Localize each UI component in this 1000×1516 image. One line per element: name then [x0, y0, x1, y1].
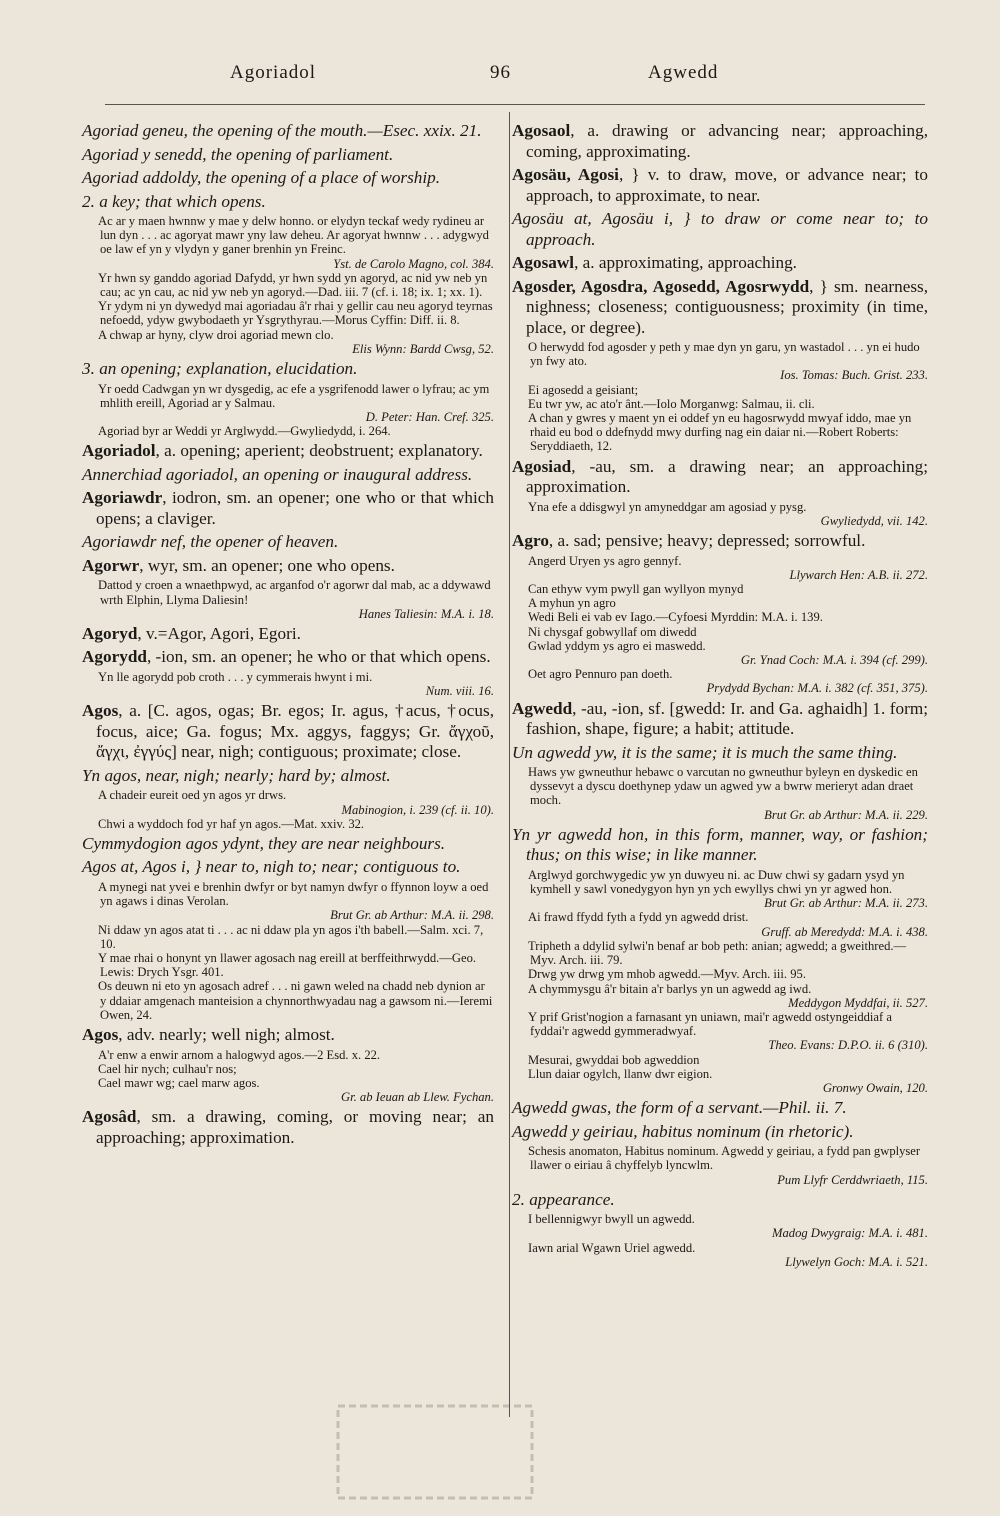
definition-text: , a. sad; pensive; heavy; depressed; sorrowful.	[548, 531, 866, 551]
quotation-line: A chwap ar hyny, clyw droi agoriad mewn clo.	[98, 327, 334, 342]
citation-line: Brut Gr. ab Arthur: M.A. ii. 298.	[330, 908, 494, 923]
dictionary-entry: Agoriad y senedd, the opening of parliament.	[82, 144, 394, 164]
running-head-left: Agoriadol	[230, 62, 317, 83]
page-number: 96	[490, 62, 511, 83]
dictionary-entry: Agwedd y geiriau, habitus nominum (in rhetoric).	[512, 1121, 854, 1141]
quotation-line: Ai frawd ffydd fyth a fydd yn agwedd drist.	[528, 910, 749, 925]
quotation-line: Yna efe a ddisgwyl yn amyneddgar am agosiad y pysg.	[528, 499, 807, 514]
definition-text: , -au, sm. a drawing near; an approaching; approximation.	[526, 456, 928, 497]
citation-line: Brut Gr. ab Arthur: M.A. ii. 273.	[764, 896, 928, 911]
headword: Agosawl	[512, 253, 575, 272]
dictionary-entry	[512, 121, 928, 162]
dictionary-entry: Agoriad geneu, the opening of the mouth.—Esec. xxix. 21.	[82, 121, 482, 140]
citation-line: Yst. de Carolo Magno, col. 384.	[333, 256, 494, 271]
quotation-line: Mesurai, gwyddai bob agweddion	[528, 1052, 700, 1067]
dictionary-entry: Yn agos, near, nigh; nearly; hard by; almost.	[82, 765, 391, 785]
dictionary-entry	[82, 488, 494, 529]
quotation-line: Y prif Grist'nogion a farnasant yn uniawn, mai'r agwedd ostyngeiddiaf a fyddai'r agwedd gymmeradwyaf.	[528, 1009, 892, 1039]
dictionary-entry	[512, 253, 928, 274]
headword: Agos	[82, 1025, 119, 1044]
headword: Agoriadol	[82, 441, 156, 461]
definition-text: , iodron, sm. an opener; one who or that which opens; a claviger.	[96, 488, 494, 528]
definition-text: , -ion, sm. an opener; he who or that which opens.	[146, 647, 491, 667]
headword: Agwedd	[512, 698, 573, 718]
definition-text: , } v. to draw, move, or advance near; to approach, to approximate, to near.	[526, 165, 928, 205]
quotation-line: Angerd Uryen ys agro gennyf.	[528, 553, 682, 568]
dictionary-entry	[512, 457, 928, 498]
dictionary-entry: Agos at, Agos i, } near to, nigh to; near; contiguous to.	[82, 857, 461, 877]
dictionary-entry: Annerchiad agoriadol, an opening or inaugural address.	[82, 464, 473, 484]
headword: Agro	[512, 531, 549, 551]
header-rule	[105, 104, 925, 105]
quotation-line: Cael mawr wg; cael marw agos.	[98, 1075, 260, 1090]
citation-line: Pum Llyfr Cerddwriaeth, 115.	[777, 1172, 928, 1187]
quotation-line: Os deuwn ni eto yn agosach adref . . . ni gawn weled na chadd neb dynion ar y ddaiar amgenach manteision a chynnorthwyadau nag a gawsom ni.—Ieremi Owen, 24.	[98, 979, 493, 1022]
headword: Agosder, Agosdra, Agosedd, Agosrwydd	[512, 276, 810, 296]
right-column	[512, 118, 928, 1269]
quotation-line: O herwydd fod agosder y peth y mae dyn yn garu, yn wastadol . . . yn ei hudo yn fwy ato.	[528, 340, 920, 369]
dictionary-entry	[82, 441, 494, 462]
definition-text: , } sm. nearness, nighness; closeness; contiguousness; proximity (in time, place, or degree).	[526, 276, 928, 337]
left-column	[82, 118, 494, 1150]
citation-line: Brut Gr. ab Arthur: M.A. ii. 229.	[764, 807, 928, 822]
quotation-line: Arglwyd gorchwygedic yw yn duwyeu ni. ac Duw chwi sy gadarn ysyd yn kymhell y sawl vonedygyon hyn yn ych ewyllys chwi yn yr agwed hon.	[528, 867, 905, 897]
quotation-line: Chwi a wyddoch fod yr haf yn agos.—Mat. xxiv. 32.	[98, 816, 365, 831]
quotation-line: Drwg yw drwg ym mhob agwedd.—Myv. Arch. iii. 95.	[528, 967, 806, 982]
quotation-line: Yn lle agorydd pob croth . . . y cymmerais hwynt i mi.	[98, 669, 373, 684]
headword: Agorwr	[82, 555, 140, 575]
headword: Agosâd	[82, 1107, 137, 1127]
headword: Agos	[82, 701, 119, 721]
quotation-line: Gwlad yddym ys agro ei maswedd.	[528, 638, 706, 653]
quotation-line: Ac ar y maen hwnnw y mae y delw honno. or elydyn teckaf wedy rydineu ar lun dyn . . . ac agoryat mawr yny law deheu. Ar agoryat hwnnw . . . adygwyd oe law ef yn y vlydyn y ganer brenhin yn Freinc.	[98, 214, 489, 257]
quotation-line: A myhun yn agro	[528, 596, 616, 611]
headword: Agosiad	[512, 456, 572, 476]
citation-line: Meddygon Myddfai, ii. 527.	[788, 995, 928, 1010]
quotation-line: Ni ddaw yn agos atat ti . . . ac ni ddaw pla yn agos i'th babell.—Salm. xci. 7, 10.	[98, 922, 484, 951]
dictionary-entry	[82, 624, 494, 645]
quotation-line: Dattod y croen a wnaethpwyd, ac arganfod o'r agorwr dal mab, ac a ddywawd wrth Elphin, Llyma Daliesin!	[98, 578, 491, 607]
quotation-line: Oet agro Pennuro pan doeth.	[528, 667, 673, 682]
citation-line: Theo. Evans: D.P.O. ii. 6 (310).	[768, 1038, 928, 1053]
quotation-line: Eu twr yw, ac ato'r ânt.—Iolo Morganwg: Salmau, ii. cli.	[528, 396, 815, 411]
quotation-line: A mynegi nat yvei e brenhin dwfyr or byt namyn dwfyr o ffynnon loyw a oed yn agaws i dinas Verolan.	[98, 879, 489, 909]
citation-line: Madog Dwygraig: M.A. i. 481.	[771, 1226, 928, 1241]
quotation-line: A chymmysgu â'r bitain a'r barlys yn un agwedd ag iwd.	[528, 981, 812, 996]
dictionary-entry: Agoriawdr nef, the opener of heaven.	[82, 532, 339, 552]
dictionary-entry	[82, 1107, 494, 1148]
quotation-line: Yr hwn sy ganddo agoriad Dafydd, yr hwn sydd yn agoryd, ac nid yw neb yn cau; ac yn cau, ac nid yw neb yn agoryd.—Dad. iii. 7 (cf. i. 18; ix. 1; xx. 1).	[98, 270, 488, 300]
quotation-line: Haws yw gwneuthur hebawc o varcutan no gwneuthur byleyn en dyskedic en dyssevyt a dyscu doethynep ydaw un agwed yw a bwrw merieryt adan draet moch.	[528, 765, 918, 808]
definition-text: , v.=Agor, Agori, Egori.	[137, 623, 301, 643]
dictionary-entry: Agosäu at, Agosäu i, } to draw or come near to; to approach.	[512, 209, 928, 249]
quotation-line: A chan y gwres y maent yn ei oddef yn eu hagosrwydd mwyaf iddo, mae yn rhaid eu bod o ddefnydd mwy durfing nag ein daiar ni.—Robert Roberts: Seryddiaeth, 12.	[528, 411, 912, 454]
headword: Agosaol	[512, 121, 571, 140]
dictionary-entry	[512, 277, 928, 339]
citation-line: Gruff. ab Meredydd: M.A. i. 438.	[761, 924, 928, 939]
dictionary-entry: 2. appearance.	[512, 1189, 615, 1209]
quotation-line: Yr oedd Cadwgan yn wr dysgedig, ac efe a ysgrifenodd lawer o lyfrau; ac ym mhlith ereill, Agoriad ar y Salmau.	[98, 381, 490, 410]
dictionary-entry: Agwedd gwas, the form of a servant.—Phil. ii. 7.	[512, 1098, 847, 1118]
definition-text: , sm. a drawing, coming, or moving near; an approaching; approximation.	[96, 1107, 494, 1147]
citation-line: Llywelyn Goch: M.A. i. 521.	[785, 1254, 928, 1269]
citation-line: Gr. ab Ieuan ab Llew. Fychan.	[341, 1090, 494, 1105]
running-head-right: Agwedd	[648, 62, 719, 83]
dictionary-entry: Agoriad addoldy, the opening of a place of worship.	[82, 168, 441, 187]
citation-line: Ios. Tomas: Buch. Grist. 233.	[780, 368, 928, 383]
dictionary-entry	[512, 699, 928, 740]
quotation-line: A chadeir eureit oed yn agos yr drws.	[98, 788, 287, 803]
quotation-line: Schesis anomaton, Habitus nominum. Agwedd y geiriau, a fydd pan gwplyser llawer o eiriau â chyffelyb lyncwlm.	[528, 1144, 921, 1173]
citation-line: Num. viii. 16.	[425, 684, 494, 699]
citation-line: D. Peter: Han. Cref. 325.	[365, 409, 494, 424]
citation-line: Elis Wynn: Bardd Cwsg, 52.	[352, 341, 494, 356]
quotation-line: A'r enw a enwir arnom a halogwyd agos.—2 Esd. x. 22.	[98, 1047, 381, 1062]
quotation-line: Llun daiar ogylch, llanw dwr eigion.	[528, 1066, 713, 1081]
quotation-line: Cael hir nych; culhau'r nos;	[98, 1061, 237, 1076]
dictionary-entry: Cymmydogion agos ydynt, they are near neighbours.	[82, 833, 446, 853]
citation-line: Gronwy Owain, 120.	[822, 1080, 928, 1095]
column-divider	[509, 112, 510, 1417]
dictionary-entry	[82, 1025, 494, 1046]
dictionary-entry	[512, 531, 928, 552]
quotation-line: Tripheth a ddylid sylwi'n benaf ar bob peth: anian; agwedd; a gweithred.—Myv. Arch. iii. 79.	[528, 938, 907, 968]
definition-text: , a. drawing or advancing near; approaching, coming, approximating.	[526, 121, 928, 161]
headword: Agosäu, Agosi	[512, 165, 619, 184]
library-stamp	[330, 1400, 540, 1505]
citation-line: Mabinogion, i. 239 (cf. ii. 10).	[341, 802, 494, 817]
headword: Agoryd	[82, 623, 138, 643]
headword: Agorydd	[82, 647, 147, 667]
quotation-line: Ni chysgaf gobwyllaf om diwedd	[528, 624, 697, 639]
citation-line: Llywarch Hen: A.B. ii. 272.	[789, 567, 928, 582]
dictionary-entry: 3. an opening; explanation, elucidation.	[82, 359, 358, 379]
headword: Agoriawdr	[82, 488, 163, 508]
definition-text: , adv. nearly; well nigh; almost.	[118, 1025, 335, 1044]
quotation-line: Wedi Beli ei vab ev Iago.—Cyfoesi Myrddin: M.A. i. 139.	[528, 610, 823, 625]
dictionary-entry	[82, 701, 494, 763]
definition-text: , a. opening; aperient; deobstruent; explanatory.	[155, 441, 483, 461]
definition-text: , a. [C. agos, ogas; Br. egos; Ir. agus, †acus, †ocus, focus, aice; Ga. fogus; Mx. aggys, faggys; Gr. ἄγχοῦ, ἄγχι, ἐγγύς] near, nigh; contiguous; proximate; close.	[96, 701, 494, 762]
dictionary-entry: 2. a key; that which opens.	[82, 191, 266, 211]
citation-line: Gr. Ynad Coch: M.A. i. 394 (cf. 299).	[740, 652, 928, 667]
dictionary-entry: Yn yr agwedd hon, in this form, manner, way, or fashion; thus; on this wise; in like manner.	[512, 824, 928, 865]
dictionary-entry	[512, 165, 928, 206]
citation-line: Hanes Taliesin: M.A. i. 18.	[358, 606, 494, 621]
definition-text: , a. approximating, approaching.	[574, 253, 797, 272]
dictionary-entry: Un agwedd yw, it is the same; it is much the same thing.	[512, 742, 898, 762]
quotation-line: Iawn arial Wgawn Uriel agwedd.	[528, 1240, 696, 1255]
quotation-line: Yr ydym ni yn dywedyd mai agoriadau â'r rhai y gellir cau neu agoryd teyrnas nefoedd, ydyw gwybodaeth yr Ysgrythyrau.—Morus Cyffin: Diff. ii. 8.	[98, 299, 493, 328]
citation-line: Gwyliedydd, vii. 142.	[820, 513, 928, 528]
dictionary-entry	[82, 647, 494, 668]
definition-text: , -au, -ion, sf. [gwedd: Ir. and Ga. aghaidh] 1. form; fashion, shape, figure; a habit; attitude.	[526, 698, 928, 739]
quotation-line: Ei agosedd a geisiant;	[528, 382, 639, 397]
definition-text: , wyr, sm. an opener; one who opens.	[139, 555, 395, 575]
quotation-line: I bellennigwyr bwyll un agwedd.	[528, 1212, 695, 1227]
quotation-line: Can ethyw vym pwyll gan wyllyon mynyd	[528, 581, 744, 596]
quotation-line: Agoriad byr ar Weddi yr Arglwydd.—Gwyliedydd, i. 264.	[98, 424, 391, 439]
citation-line: Prydydd Bychan: M.A. i. 382 (cf. 351, 375).	[706, 681, 928, 696]
quotation-line: Y mae rhai o honynt yn llawer agosach nag ereill at berffeithrwydd.—Geo. Lewis: Drych Ysgr. 401.	[98, 950, 477, 980]
dictionary-entry	[82, 556, 494, 577]
